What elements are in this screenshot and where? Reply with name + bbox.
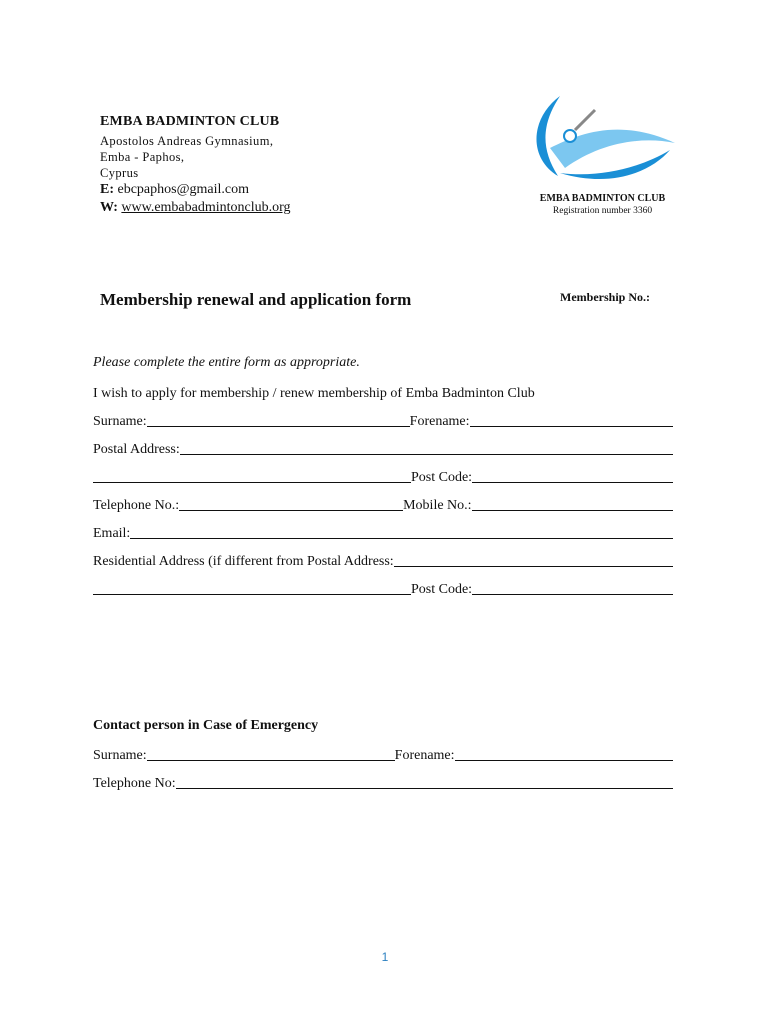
telephone-field[interactable] <box>179 510 403 511</box>
name-row <box>93 410 673 430</box>
club-email-line <box>100 182 249 198</box>
emergency-section-title: Contact person in Case of Emergency <box>93 718 319 733</box>
postal-address-row <box>93 438 673 458</box>
web-prefix: W: <box>100 200 118 215</box>
forename-field[interactable] <box>470 426 673 427</box>
telephone-label: Telephone No.: <box>93 498 180 513</box>
residential-address-row-2 <box>93 578 673 598</box>
post-code-label: Post Code: <box>411 470 473 485</box>
email-prefix: E: <box>100 182 114 197</box>
apply-statement-text: I wish to apply for membership / renew membership of Emba Badminton Club <box>93 386 535 401</box>
logo-registration-number: Registration number 3360 <box>552 206 653 216</box>
logo-swoosh-outer <box>536 96 560 176</box>
emergency-forename-field[interactable] <box>455 760 673 761</box>
club-name: EMBA BADMINTON CLUB <box>100 114 280 129</box>
residential-address-row <box>93 550 673 570</box>
apply-statement <box>93 382 673 402</box>
forename-label: Forename: <box>409 414 470 429</box>
logo-racket-handle <box>575 110 595 130</box>
post-code-field-2[interactable] <box>472 594 673 595</box>
club-website-link[interactable]: www.embabadmintonclub.org <box>121 200 291 215</box>
email-label: Email: <box>93 526 131 541</box>
phone-row <box>93 494 673 514</box>
postal-address-field-2[interactable] <box>93 482 411 483</box>
postal-address-row-2 <box>93 466 673 486</box>
email-field[interactable] <box>130 538 673 539</box>
post-code-label-2: Post Code: <box>411 582 473 597</box>
postal-address-field[interactable] <box>180 454 673 455</box>
emergency-telephone-label: Telephone No: <box>93 776 176 791</box>
residential-address-field[interactable] <box>394 566 673 567</box>
page-number: 1 <box>381 950 389 964</box>
club-address-line-1: Apostolos Andreas Gymnasium, <box>100 134 274 148</box>
postal-address-label: Postal Address: <box>93 442 180 457</box>
mobile-field[interactable] <box>472 510 673 511</box>
form-title: Membership renewal and application form <box>100 290 412 309</box>
emergency-telephone-field[interactable] <box>176 788 673 789</box>
residential-address-label: Residential Address (if different from Postal Address: <box>93 554 394 569</box>
club-email[interactable]: ebcpaphos@gmail.com <box>117 182 249 197</box>
emergency-surname-label: Surname: <box>93 748 147 763</box>
club-address-line-2: Emba - Paphos, <box>100 150 185 164</box>
logo-club-name: EMBA BADMINTON CLUB <box>539 193 666 204</box>
surname-field[interactable] <box>147 426 410 427</box>
residential-address-field-2[interactable] <box>93 594 411 595</box>
logo-shuttle <box>564 130 576 142</box>
emergency-forename-label: Forename: <box>394 748 455 763</box>
emergency-name-row <box>93 744 673 764</box>
mobile-label: Mobile No.: <box>403 498 472 513</box>
emergency-phone-row <box>93 772 673 792</box>
email-row <box>93 522 673 542</box>
membership-number-label: Membership No.: <box>560 290 650 304</box>
club-web-line <box>100 200 291 216</box>
post-code-field[interactable] <box>472 482 673 483</box>
club-address-line-3: Cyprus <box>100 166 139 180</box>
surname-label: Surname: <box>93 414 147 429</box>
emergency-surname-field[interactable] <box>147 760 395 761</box>
form-instruction: Please complete the entire form as appropriate. <box>93 355 360 370</box>
